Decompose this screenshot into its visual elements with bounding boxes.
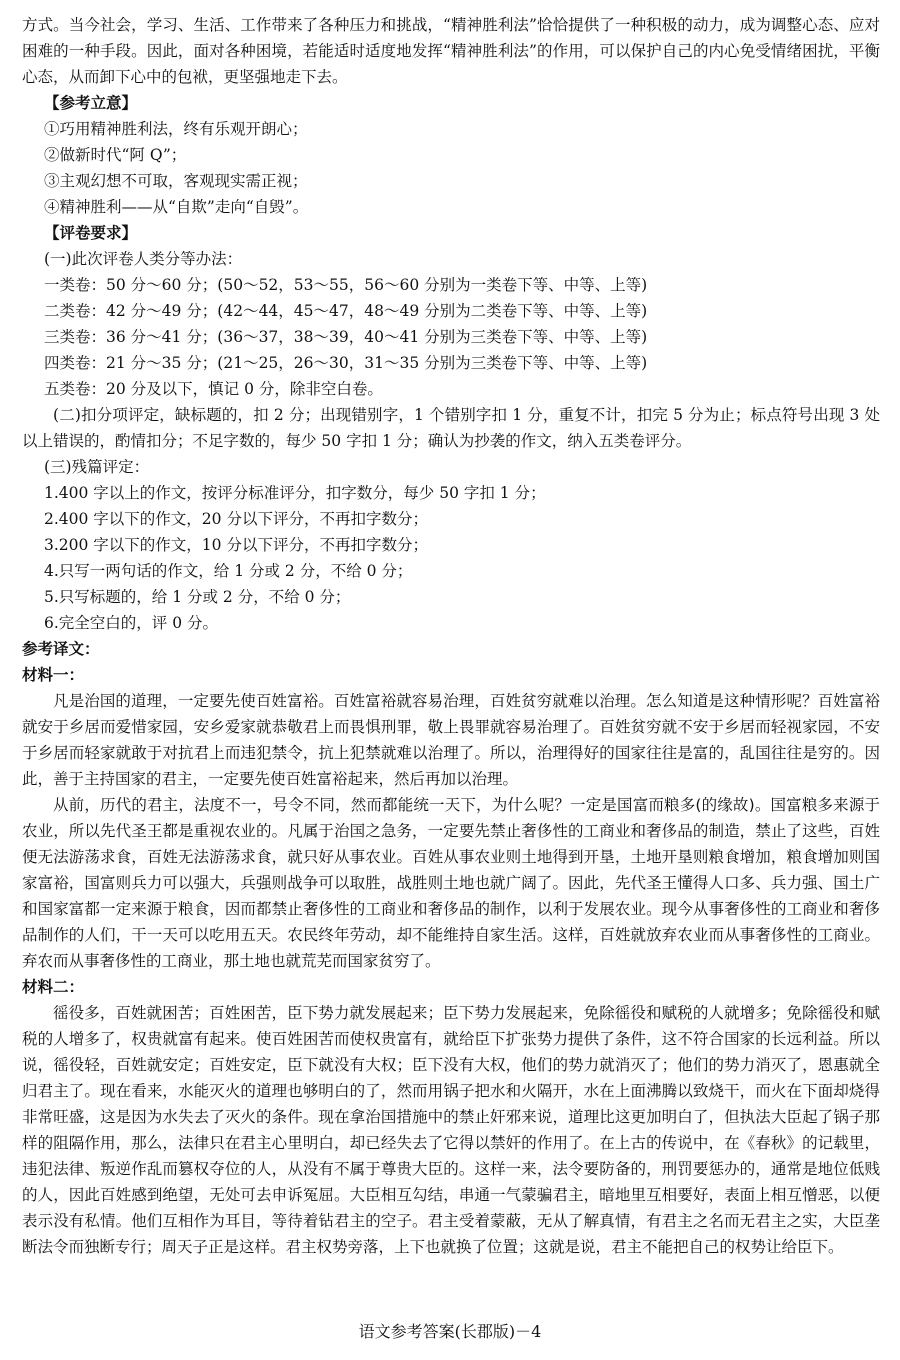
grade-class-line: 一类卷：50 分～60 分；(50～52，53～55，56～60 分别为一类卷下等、中等、上等) <box>44 276 648 294</box>
theme-item: ③主观幻想不可取，客观现实需正视； <box>44 172 308 190</box>
translation-heading: 参考译文： <box>22 639 100 658</box>
grading-section-3: (三)残篇评定： <box>44 458 150 476</box>
grade-class-line: 三类卷：36 分～41 分；(36～37，38～39，40～41 分别为三类卷下等、中等、上等) <box>44 328 648 346</box>
intro-paragraph: 方式。当今社会，学习、生活、工作带来了各种压力和挑战，“精神胜利法”恰恰提供了一种积极的动力，成为调整心态、应对困难的一种手段。因此，面对各种困境，若能适时适度地发挥“精神胜利法”的作用，可以保护自己的内心免受情绪困扰，平衡心态，从而卸下心中的包袱，更坚强地走下去。 <box>22 16 880 86</box>
material-1-paragraph: 凡是治国的道理，一定要先使百姓富裕。百姓富裕就容易治理，百姓贫穷就难以治理。怎么知道是这种情形呢？百姓富裕就安于乡居而爱惜家园，安乡爱家就恭敬君上而畏惧刑罪，敬上畏罪就容易治理了。百姓贫穷就不安于乡居而轻视家园，不安于乡居而轻家就敢于对抗君上而违犯禁令，抗上犯禁就难以治理了。所以，治理得好的国家往往是富的，乱国往往是穷的。因此，善于主持国家的君主，一定要先使百姓富裕起来，然后再加以治理。 <box>22 692 880 788</box>
incomplete-rule: 5.只写标题的，给 1 分或 2 分，不给 0 分； <box>44 588 351 606</box>
incomplete-rule: 4.只写一两句话的作文，给 1 分或 2 分，不给 0 分； <box>44 562 413 580</box>
grading-heading: 【评卷要求】 <box>44 223 138 242</box>
page-footer: 语文参考答案(长郡版)－4 <box>358 1322 542 1341</box>
ref-theme-heading: 【参考立意】 <box>44 93 138 112</box>
grade-class-line: 四类卷：21 分～35 分；(21～25，26～30，31～35 分别为三类卷下等、中等、上等) <box>44 354 648 372</box>
material-1-paragraph: 从前，历代的君主，法度不一，号令不同，然而都能统一天下，为什么呢？一定是国富而粮多(的缘故)。国富粮多来源于农业，所以先代圣王都是重视农业的。凡属于治国之急务，一定要先禁止奢侈性的工商业和奢侈品的制造，禁止了这些，百姓便无法游荡求食，百姓无法游荡求食，就只好从事农业。百姓从事农业则土地得到开垦，土地开垦则粮食增加，粮食增加则国家富裕，国富则兵力可以强大，兵强则战争可以取胜，战胜则土地也就广阔了。因此，先代圣王懂得人口多、兵力强、国土广和国家富都一定来源于粮食，因而都禁止奢侈性的工商业和奢侈品的制作，以利于发展农业。现今从事奢侈性的工商业和奢侈品制作的人们，干一天可以吃用五天。农民终年劳动，却不能维持自家生活。这样，百姓就放弃农业而从事奢侈性的工商业。弃农而从事奢侈性的工商业，那土地也就荒芜而国家贫穷了。 <box>22 796 880 970</box>
theme-item: ②做新时代“阿 Q”； <box>44 146 187 164</box>
material-2-heading: 材料二： <box>22 977 85 996</box>
incomplete-rule: 2.400 字以下的作文，20 分以下评分，不再扣字数分； <box>44 510 428 528</box>
incomplete-rule: 3.200 字以下的作文，10 分以下评分，不再扣字数分； <box>44 536 428 554</box>
incomplete-rule: 6.完全空白的，评 0 分。 <box>44 614 219 632</box>
incomplete-rule: 1.400 字以上的作文，按评分标准评分，扣字数分，每少 50 字扣 1 分； <box>44 484 546 502</box>
grading-section-1: (一)此次评卷人类分等办法： <box>44 250 243 268</box>
theme-item: ④精神胜利——从“自欺”走向“自毁”。 <box>44 198 309 216</box>
material-1-heading: 材料一： <box>22 665 85 684</box>
theme-item: ①巧用精神胜利法，终有乐观开朗心； <box>44 120 308 138</box>
grade-class-line: 五类卷：20 分及以下，慎记 0 分，除非空白卷。 <box>44 380 383 398</box>
grade-class-line: 二类卷：42 分～49 分；(42～44，45～47，48～49 分别为二类卷下等、中等、上等) <box>44 302 648 320</box>
material-2-paragraph: 徭役多，百姓就困苦；百姓困苦，臣下势力就发展起来；臣下势力发展起来，免除徭役和赋税的人就增多；免除徭役和赋税的人增多了，权贵就富有起来。使百姓困苦而使权贵富有，就给臣下扩张势力提供了条件，这不符合国家的长远利益。所以说，徭役轻，百姓就安定；百姓安定，臣下就没有大权；臣下没有大权，他们的势力就消灭了；他们的势力消灭了，恩惠就全归君主了。现在看来，水能灭火的道理也够明白的了，然而用锅子把水和火隔开，水在上面沸腾以致烧干，而火在下面却烧得非常旺盛，这是因为水失去了灭火的条件。现在拿治国措施中的禁止奸邪来说，道理比这更加明白了，但执法大臣起了锅子那样的阻隔作用，那么，法律只在君主心里明白，却已经失去了它得以禁奸的作用了。在上古的传说中，在《春秋》的记载里，违犯法律、叛逆作乱而篡权夺位的人，从没有不属于尊贵大臣的。这样一来，法令要防备的，刑罚要惩办的，通常是地位低贱的人，因此百姓感到绝望，无处可去申诉冤屈。大臣相互勾结，串通一气蒙骗君主，暗地里互相要好，表面上相互憎恶，以便表示没有私情。他们互相作为耳目，等待着钻君主的空子。君主受着蒙蔽，无从了解真情，有君主之名而无君主之实，大臣垄断法令而独断专行；周天子正是这样。君主权势旁落，上下也就换了位置；这就是说，君主不能把自己的权势让给臣下。 <box>22 1004 880 1256</box>
grading-section-2: (二)扣分项评定，缺标题的，扣 2 分；出现错别字，1 个错别字扣 1 分，重复不计，扣完 5 分为止；标点符号出现 3 处以上错误的，酌情扣分；不足字数的，每少 50 字扣 1 分；确认为抄袭的作文，纳入五类卷评分。 <box>22 406 880 450</box>
